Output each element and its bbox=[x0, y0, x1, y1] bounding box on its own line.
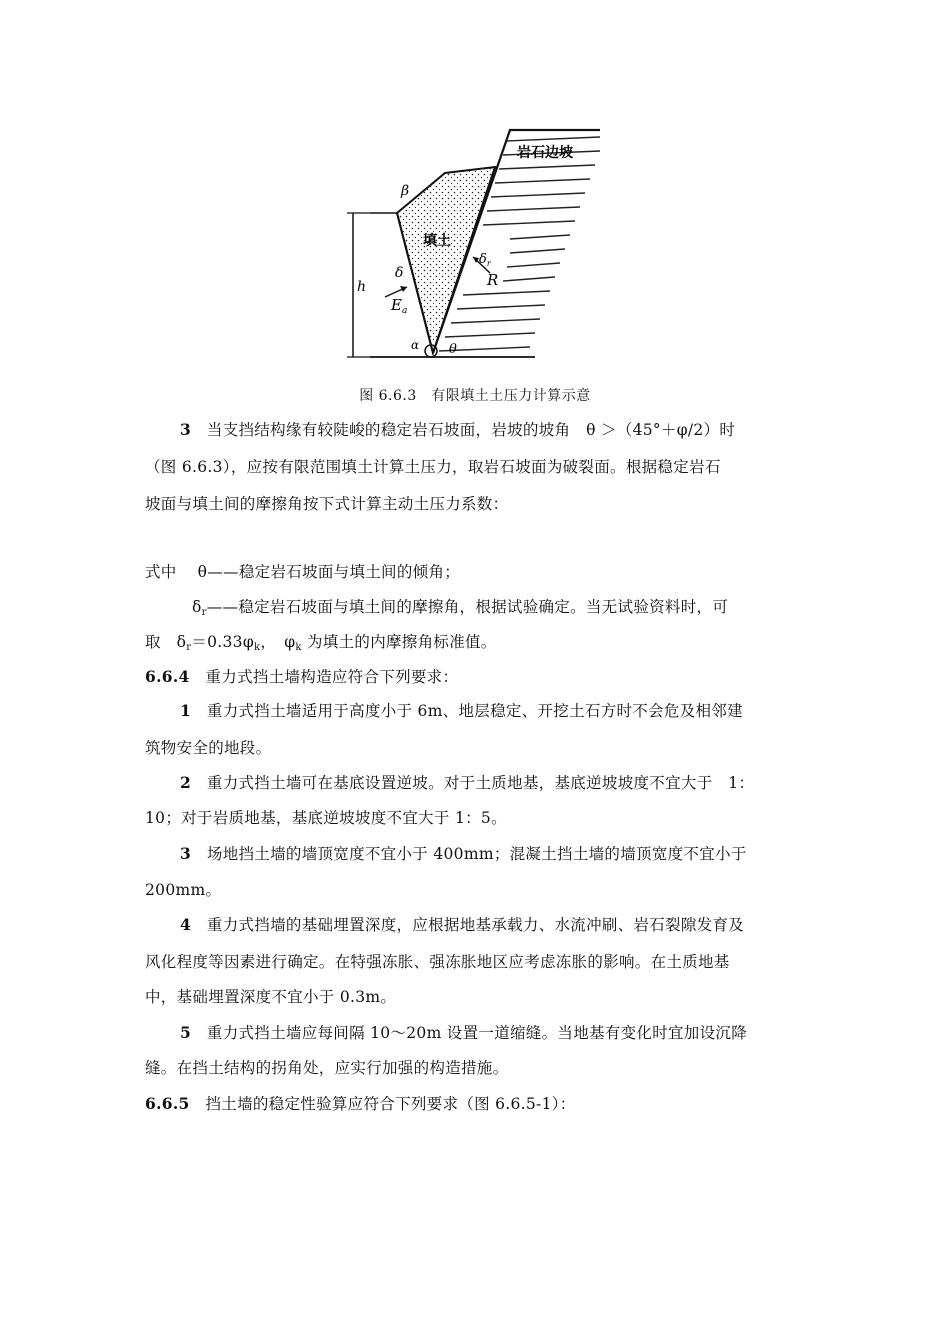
beta-label: β bbox=[401, 183, 410, 199]
delta-r-label: $\delta_r$ bbox=[479, 252, 491, 268]
item-4-line-3: 中，基础埋置深度不宜小于 0.3m。 bbox=[145, 988, 397, 1006]
item-3-line-1: 3 当支挡结构缘有较陡峻的稳定岩石坡面，岩坡的坡角 θ ＞（45°＋φ/2）时 bbox=[180, 420, 736, 439]
finite-fill-diagram bbox=[345, 125, 605, 365]
alpha-label: α bbox=[411, 338, 420, 352]
item-2-line-1: 2 重力式挡土墙可在基底设置逆坡。对于土质地基，基底逆坡坡度不宜大于 1： bbox=[180, 773, 755, 792]
delta-label: δ bbox=[395, 265, 404, 281]
h-label: h bbox=[357, 279, 367, 295]
ea-label: $E_a$ bbox=[391, 296, 408, 316]
item-1-line-1: 1 重力式挡土墙适用于高度小于 6m、地层稳定、开挖土石方时不会危及相邻建 bbox=[180, 701, 743, 720]
where-line: 式中 θ——稳定岩石坡面与填土间的倾角； bbox=[145, 563, 461, 581]
item-1-line-2: 筑物安全的地段。 bbox=[145, 739, 272, 757]
rock-slope-label: 岩石边坡 bbox=[517, 145, 573, 161]
section-6-6-5: 6.6.5 挡土墙的稳定性验算应符合下列要求（图 6.6.5-1）： bbox=[145, 1094, 576, 1113]
item-5-line-1: 5 重力式挡土墙应每间隔 10～20m 设置一道缩缝。当地基有变化时宜加设沉降 bbox=[180, 1023, 748, 1042]
item-3-line-3: 坡面与填土间的摩擦角按下式计算主动土压力系数： bbox=[145, 495, 509, 513]
delta-r-definition-line: $\delta_r——$稳定岩石坡面与填土间的摩擦角，根据试验确定。当无试验资料时，可 bbox=[192, 598, 729, 618]
delta-r-value-line: 取 $\delta_r=0.33\varphi_k$， $\varphi_k$ 为填土的内摩擦角标准值。 bbox=[145, 633, 497, 653]
item-2-line-2: 10；对于岩质地基，基底逆坡坡度不宜大于 1：5。 bbox=[145, 809, 507, 827]
r-label: R bbox=[487, 271, 499, 289]
item-4-line-2: 风化程度等因素进行确定。在特强冻胀、强冻胀地区应考虑冻胀的影响。在土质地基 bbox=[145, 953, 730, 971]
figure-6-6-3 bbox=[345, 125, 605, 365]
figure-caption: 图 6.6.3 有限填土土压力计算示意 bbox=[359, 388, 591, 404]
item-3b-line-2: 200mm。 bbox=[145, 881, 222, 899]
fill-label: 填土 bbox=[423, 233, 451, 249]
item-3-line-2: （图 6.6.3），应按有限范围填土计算土压力，取岩石坡面为破裂面。根据稳定岩石 bbox=[145, 458, 721, 476]
item-5-line-2: 缝。在挡土结构的拐角处，应实行加强的构造措施。 bbox=[145, 1059, 509, 1077]
theta-label: θ bbox=[449, 342, 457, 357]
section-6-6-4: 6.6.4 重力式挡土墙构造应符合下列要求： bbox=[145, 667, 459, 686]
item-4-line-1: 4 重力式挡墙的基础埋置深度，应根据地基承载力、水流冲刷、岩石裂隙发育及 bbox=[180, 915, 745, 934]
item-3b-line-1: 3 场地挡土墙的墙顶宽度不宜小于 400mm；混凝土挡土墙的墙顶宽度不宜小于 bbox=[180, 844, 747, 863]
